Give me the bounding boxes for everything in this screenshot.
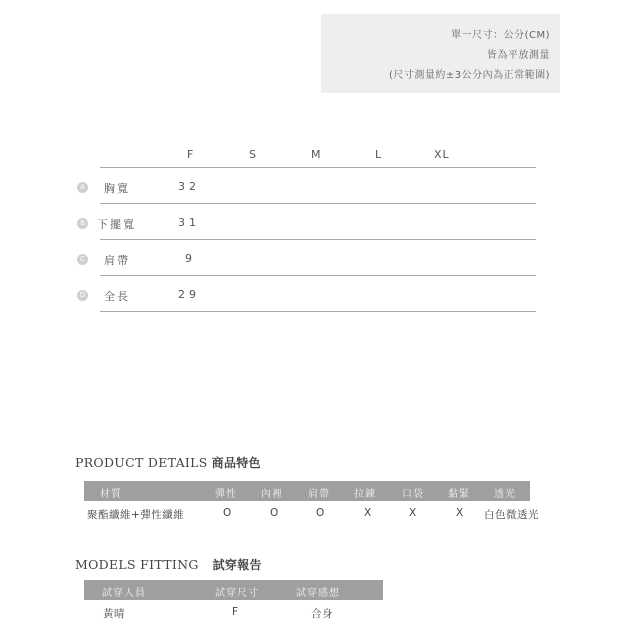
row-value-strap: 9: [185, 252, 196, 265]
row-badge-a: A: [77, 182, 88, 193]
header-pocket: 口袋: [402, 489, 424, 500]
models-fitting-title: [75, 556, 262, 573]
product-details-title-zh: 商品特色: [211, 456, 261, 470]
value-fitter: 黃晴: [103, 608, 125, 620]
value-strap: O: [316, 507, 325, 519]
row-value-length: 29: [178, 288, 200, 301]
table-divider: [100, 203, 536, 204]
row-label-length: 全長: [104, 290, 130, 303]
value-material: 聚酯纖維+彈性纖維: [87, 509, 185, 521]
product-details-title: [75, 454, 261, 471]
table-divider: [100, 167, 536, 168]
table-divider: [100, 239, 536, 240]
row-label-chest: 胸寬: [104, 182, 130, 195]
row-badge-d: D: [77, 290, 88, 301]
size-header-f: F: [187, 148, 195, 161]
table-divider: [100, 275, 536, 276]
header-fitter: 試穿人員: [102, 588, 146, 599]
value-lining: O: [270, 507, 279, 519]
models-fitting-title-zh: 試穿報告: [212, 558, 262, 572]
value-elasticity: O: [223, 507, 232, 519]
size-header-s: S: [249, 148, 257, 161]
note-tolerance: (尺寸測量約±3公分內為正常範圍): [388, 70, 550, 81]
models-fitting-header-bar: [84, 580, 383, 600]
header-zipper: 拉鍊: [354, 489, 376, 500]
header-fit-size: 試穿尺寸: [215, 588, 259, 599]
header-sheerness: 透光: [494, 489, 516, 500]
row-label-hem: 下擺寬: [97, 218, 136, 231]
header-fit-feedback: 試穿感想: [296, 588, 340, 599]
note-unit: 單一尺寸：公分(CM): [451, 30, 550, 41]
row-value-hem: 31: [178, 216, 200, 229]
row-badge-c: C: [77, 254, 88, 265]
value-pocket: X: [409, 507, 417, 519]
product-details-header-bar: [84, 481, 530, 501]
size-header-l: L: [375, 148, 383, 161]
note-flat-measure: 皆為平放測量: [487, 50, 550, 61]
row-badge-b: B: [77, 218, 88, 229]
value-fit-size: F: [232, 606, 239, 618]
product-details-title-en: PRODUCT DETAILS: [75, 455, 208, 470]
row-value-chest: 32: [178, 180, 200, 193]
header-elasticity: 彈性: [215, 489, 237, 500]
value-zipper: X: [364, 507, 372, 519]
size-header-m: M: [311, 148, 322, 161]
value-fastening: X: [456, 507, 464, 519]
value-fit-feedback: 合身: [311, 608, 333, 620]
header-fastening: 黏緊: [448, 489, 470, 500]
models-fitting-title-en: MODELS FITTING: [75, 557, 199, 572]
size-header-xl: XL: [434, 148, 450, 161]
size-note: [321, 14, 560, 93]
header-material: 材質: [100, 489, 122, 500]
value-sheerness: 白色微透光: [484, 509, 539, 521]
table-divider: [100, 311, 536, 312]
header-strap: 肩帶: [308, 489, 330, 500]
header-lining: 內裡: [261, 489, 283, 500]
row-label-strap: 肩帶: [104, 254, 130, 267]
